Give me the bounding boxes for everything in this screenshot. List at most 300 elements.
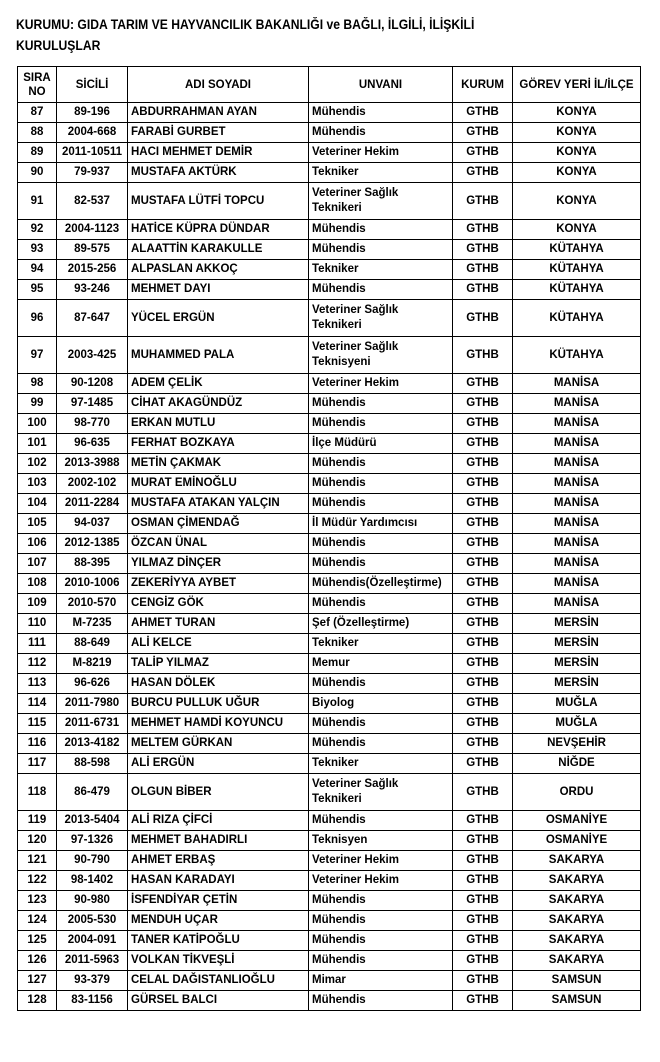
row-name: CİHAT AKAGÜNDÜZ xyxy=(128,394,309,414)
row-no: 111 xyxy=(18,634,57,654)
title-line-1: KURUMU: GIDA TARIM VE HAYVANCILIK BAKANLIĞI ve BAĞLI, İLGİLİ, İLİŞKİLİ xyxy=(16,17,475,32)
header-gorev-yeri: GÖREV YERİ İL/İLÇE xyxy=(513,67,641,103)
row-location: ORDU xyxy=(513,774,641,811)
table-row xyxy=(18,454,641,474)
row-sicil: M-8219 xyxy=(57,654,128,674)
row-name: BURCU PULLUK UĞUR xyxy=(128,694,309,714)
row-no: 116 xyxy=(18,734,57,754)
row-kurum: GTHB xyxy=(453,614,513,634)
row-no: 87 xyxy=(18,103,57,123)
row-location: MUĞLA xyxy=(513,694,641,714)
row-name: MEHMET HAMDİ KOYUNCU xyxy=(128,714,309,734)
row-no: 93 xyxy=(18,240,57,260)
row-no: 88 xyxy=(18,123,57,143)
row-location: KÜTAHYA xyxy=(513,260,641,280)
row-sicil: M-7235 xyxy=(57,614,128,634)
row-kurum: GTHB xyxy=(453,911,513,931)
table-row xyxy=(18,911,641,931)
row-name: MUSTAFA LÜTFİ TOPCU xyxy=(128,183,309,220)
table-row xyxy=(18,951,641,971)
row-sicil: 88-598 xyxy=(57,754,128,774)
row-kurum: GTHB xyxy=(453,514,513,534)
row-location: MANİSA xyxy=(513,434,641,454)
row-name: FARABİ GURBET xyxy=(128,123,309,143)
row-sicil: 96-626 xyxy=(57,674,128,694)
table-row xyxy=(18,260,641,280)
row-kurum: GTHB xyxy=(453,414,513,434)
row-kurum: GTHB xyxy=(453,494,513,514)
row-sicil: 96-635 xyxy=(57,434,128,454)
row-location: KÜTAHYA xyxy=(513,300,641,337)
row-title: Teknisyen xyxy=(309,831,453,851)
row-name: MURAT EMİNOĞLU xyxy=(128,474,309,494)
row-no: 106 xyxy=(18,534,57,554)
row-title: Memur xyxy=(309,654,453,674)
row-title: Tekniker xyxy=(309,260,453,280)
table-row xyxy=(18,374,641,394)
row-no: 107 xyxy=(18,554,57,574)
table-row xyxy=(18,991,641,1011)
row-sicil: 86-479 xyxy=(57,774,128,811)
row-sicil: 82-537 xyxy=(57,183,128,220)
table-row xyxy=(18,514,641,534)
row-location: KONYA xyxy=(513,220,641,240)
row-name: MENDUH UÇAR xyxy=(128,911,309,931)
row-kurum: GTHB xyxy=(453,474,513,494)
row-kurum: GTHB xyxy=(453,394,513,414)
row-no: 94 xyxy=(18,260,57,280)
row-name: ERKAN MUTLU xyxy=(128,414,309,434)
document-title xyxy=(16,14,574,56)
row-name: METİN ÇAKMAK xyxy=(128,454,309,474)
row-name: GÜRSEL BALCI xyxy=(128,991,309,1011)
table-row xyxy=(18,931,641,951)
row-location: MERSİN xyxy=(513,674,641,694)
row-title: Veteriner Hekim xyxy=(309,871,453,891)
row-title: İlçe Müdürü xyxy=(309,434,453,454)
row-sicil: 93-246 xyxy=(57,280,128,300)
row-kurum: GTHB xyxy=(453,434,513,454)
row-sicil: 2004-1123 xyxy=(57,220,128,240)
row-title: Tekniker xyxy=(309,754,453,774)
row-sicil: 2002-102 xyxy=(57,474,128,494)
row-no: 89 xyxy=(18,143,57,163)
row-no: 97 xyxy=(18,337,57,374)
row-kurum: GTHB xyxy=(453,831,513,851)
table-row xyxy=(18,163,641,183)
row-name: CENGİZ GÖK xyxy=(128,594,309,614)
row-title: Veteriner Sağlık Teknikeri xyxy=(309,183,453,220)
row-kurum: GTHB xyxy=(453,240,513,260)
row-sicil: 98-1402 xyxy=(57,871,128,891)
table-row xyxy=(18,394,641,414)
table-row xyxy=(18,614,641,634)
table-row xyxy=(18,103,641,123)
row-name: AHMET ERBAŞ xyxy=(128,851,309,871)
row-location: SAMSUN xyxy=(513,971,641,991)
table-row xyxy=(18,494,641,514)
row-location: MANİSA xyxy=(513,494,641,514)
table-row xyxy=(18,654,641,674)
row-sicil: 2011-6731 xyxy=(57,714,128,734)
table-row xyxy=(18,574,641,594)
row-sicil: 2011-10511 xyxy=(57,143,128,163)
table-row xyxy=(18,754,641,774)
row-kurum: GTHB xyxy=(453,851,513,871)
row-kurum: GTHB xyxy=(453,534,513,554)
row-sicil: 79-937 xyxy=(57,163,128,183)
table-row xyxy=(18,220,641,240)
row-title: Mühendis xyxy=(309,714,453,734)
row-location: SAKARYA xyxy=(513,891,641,911)
table-row xyxy=(18,414,641,434)
row-title: Mühendis xyxy=(309,103,453,123)
row-kurum: GTHB xyxy=(453,654,513,674)
title-line-2: KURULUŞLAR xyxy=(16,38,101,53)
row-location: MANİSA xyxy=(513,514,641,534)
row-no: 103 xyxy=(18,474,57,494)
row-no: 126 xyxy=(18,951,57,971)
row-location: OSMANİYE xyxy=(513,831,641,851)
row-title: Mühendis(Özelleştirme) xyxy=(309,574,453,594)
row-sicil: 93-379 xyxy=(57,971,128,991)
row-sicil: 2012-1385 xyxy=(57,534,128,554)
row-no: 114 xyxy=(18,694,57,714)
row-title: Mühendis xyxy=(309,734,453,754)
row-no: 122 xyxy=(18,871,57,891)
header-sicili: SİCİLİ xyxy=(57,67,128,103)
row-sicil: 97-1485 xyxy=(57,394,128,414)
row-name: MEHMET BAHADIRLI xyxy=(128,831,309,851)
table-row xyxy=(18,300,641,337)
row-kurum: GTHB xyxy=(453,374,513,394)
table-row xyxy=(18,871,641,891)
row-name: FERHAT BOZKAYA xyxy=(128,434,309,454)
row-title: Tekniker xyxy=(309,634,453,654)
row-kurum: GTHB xyxy=(453,774,513,811)
row-kurum: GTHB xyxy=(453,454,513,474)
row-name: MELTEM GÜRKAN xyxy=(128,734,309,754)
row-location: NİĞDE xyxy=(513,754,641,774)
table-row xyxy=(18,337,641,374)
row-location: MERSİN xyxy=(513,634,641,654)
row-name: OLGUN BİBER xyxy=(128,774,309,811)
table-row xyxy=(18,811,641,831)
row-name: İSFENDİYAR ÇETİN xyxy=(128,891,309,911)
row-location: MANİSA xyxy=(513,594,641,614)
row-no: 118 xyxy=(18,774,57,811)
row-no: 104 xyxy=(18,494,57,514)
table-row xyxy=(18,674,641,694)
row-no: 109 xyxy=(18,594,57,614)
table-row xyxy=(18,554,641,574)
row-no: 113 xyxy=(18,674,57,694)
row-sicil: 88-649 xyxy=(57,634,128,654)
row-location: KÜTAHYA xyxy=(513,280,641,300)
row-kurum: GTHB xyxy=(453,143,513,163)
row-sicil: 2013-4182 xyxy=(57,734,128,754)
row-title: Mühendis xyxy=(309,951,453,971)
row-location: KONYA xyxy=(513,103,641,123)
row-location: SAMSUN xyxy=(513,991,641,1011)
table-row xyxy=(18,474,641,494)
table-row xyxy=(18,734,641,754)
row-no: 119 xyxy=(18,811,57,831)
table-row xyxy=(18,123,641,143)
row-location: KÜTAHYA xyxy=(513,240,641,260)
row-title: Biyolog xyxy=(309,694,453,714)
row-no: 98 xyxy=(18,374,57,394)
row-location: MANİSA xyxy=(513,474,641,494)
row-name: ALİ ERGÜN xyxy=(128,754,309,774)
row-no: 112 xyxy=(18,654,57,674)
table-row xyxy=(18,891,641,911)
row-name: ALİ KELCE xyxy=(128,634,309,654)
row-name: HASAN KARADAYI xyxy=(128,871,309,891)
row-title: Mühendis xyxy=(309,474,453,494)
row-sicil: 97-1326 xyxy=(57,831,128,851)
row-location: MANİSA xyxy=(513,534,641,554)
row-sicil: 2010-570 xyxy=(57,594,128,614)
table-row xyxy=(18,634,641,654)
table-header-row xyxy=(18,67,641,103)
row-sicil: 2013-5404 xyxy=(57,811,128,831)
row-name: MEHMET DAYI xyxy=(128,280,309,300)
header-kurum: KURUM xyxy=(453,67,513,103)
row-name: OSMAN ÇİMENDAĞ xyxy=(128,514,309,534)
row-sicil: 2005-530 xyxy=(57,911,128,931)
row-kurum: GTHB xyxy=(453,300,513,337)
row-no: 100 xyxy=(18,414,57,434)
row-title: Mimar xyxy=(309,971,453,991)
row-sicil: 90-980 xyxy=(57,891,128,911)
row-name: HACI MEHMET DEMİR xyxy=(128,143,309,163)
row-sicil: 87-647 xyxy=(57,300,128,337)
row-location: KÜTAHYA xyxy=(513,337,641,374)
row-name: CELAL DAĞISTANLIOĞLU xyxy=(128,971,309,991)
table-row xyxy=(18,851,641,871)
row-title: Veteriner Hekim xyxy=(309,143,453,163)
row-title: Veteriner Sağlık Teknikeri xyxy=(309,300,453,337)
row-no: 121 xyxy=(18,851,57,871)
row-kurum: GTHB xyxy=(453,931,513,951)
row-name: YÜCEL ERGÜN xyxy=(128,300,309,337)
table-row xyxy=(18,434,641,454)
header-unvani: UNVANI xyxy=(309,67,453,103)
row-kurum: GTHB xyxy=(453,594,513,614)
row-no: 124 xyxy=(18,911,57,931)
row-name: TALİP YILMAZ xyxy=(128,654,309,674)
row-kurum: GTHB xyxy=(453,280,513,300)
row-location: MANİSA xyxy=(513,454,641,474)
row-title: Mühendis xyxy=(309,594,453,614)
row-no: 127 xyxy=(18,971,57,991)
row-no: 92 xyxy=(18,220,57,240)
row-location: KONYA xyxy=(513,143,641,163)
row-title: Mühendis xyxy=(309,891,453,911)
row-sicil: 94-037 xyxy=(57,514,128,534)
row-sicil: 2004-668 xyxy=(57,123,128,143)
row-location: SAKARYA xyxy=(513,911,641,931)
row-sicil: 2011-2284 xyxy=(57,494,128,514)
row-name: TANER KATİPOĞLU xyxy=(128,931,309,951)
row-title: Mühendis xyxy=(309,911,453,931)
row-title: Mühendis xyxy=(309,931,453,951)
table-row xyxy=(18,594,641,614)
row-title: Veteriner Hekim xyxy=(309,374,453,394)
row-name: VOLKAN TİKVEŞLİ xyxy=(128,951,309,971)
row-name: MUSTAFA AKTÜRK xyxy=(128,163,309,183)
row-no: 115 xyxy=(18,714,57,734)
row-sicil: 2011-5963 xyxy=(57,951,128,971)
row-sicil: 88-395 xyxy=(57,554,128,574)
row-sicil: 2003-425 xyxy=(57,337,128,374)
row-kurum: GTHB xyxy=(453,951,513,971)
row-location: MERSİN xyxy=(513,654,641,674)
table-row xyxy=(18,971,641,991)
row-no: 120 xyxy=(18,831,57,851)
table-row xyxy=(18,774,641,811)
row-name: HATİCE KÜPRA DÜNDAR xyxy=(128,220,309,240)
header-adi-soyadi: ADI SOYADI xyxy=(128,67,309,103)
row-title: Mühendis xyxy=(309,534,453,554)
row-name: ADEM ÇELİK xyxy=(128,374,309,394)
row-title: Mühendis xyxy=(309,280,453,300)
row-location: KONYA xyxy=(513,183,641,220)
row-name: AHMET TURAN xyxy=(128,614,309,634)
row-no: 96 xyxy=(18,300,57,337)
row-kurum: GTHB xyxy=(453,574,513,594)
table-body xyxy=(18,103,641,1011)
row-kurum: GTHB xyxy=(453,337,513,374)
row-name: HASAN DÖLEK xyxy=(128,674,309,694)
row-kurum: GTHB xyxy=(453,971,513,991)
table-row xyxy=(18,831,641,851)
row-title: Şef (Özelleştirme) xyxy=(309,614,453,634)
row-name: ZEKERİYYA AYBET xyxy=(128,574,309,594)
row-kurum: GTHB xyxy=(453,734,513,754)
row-title: Mühendis xyxy=(309,220,453,240)
row-title: Mühendis xyxy=(309,414,453,434)
row-sicil: 2015-256 xyxy=(57,260,128,280)
row-location: KONYA xyxy=(513,123,641,143)
row-sicil: 2011-7980 xyxy=(57,694,128,714)
row-kurum: GTHB xyxy=(453,123,513,143)
row-no: 125 xyxy=(18,931,57,951)
row-sicil: 90-1208 xyxy=(57,374,128,394)
row-kurum: GTHB xyxy=(453,554,513,574)
row-kurum: GTHB xyxy=(453,991,513,1011)
row-title: Mühendis xyxy=(309,811,453,831)
row-location: MERSİN xyxy=(513,614,641,634)
table-row xyxy=(18,240,641,260)
row-location: MANİSA xyxy=(513,574,641,594)
row-sicil: 83-1156 xyxy=(57,991,128,1011)
row-name: ALAATTİN KARAKULLE xyxy=(128,240,309,260)
row-name: MUHAMMED PALA xyxy=(128,337,309,374)
row-name: ALPASLAN AKKOÇ xyxy=(128,260,309,280)
row-kurum: GTHB xyxy=(453,871,513,891)
row-no: 95 xyxy=(18,280,57,300)
table-row xyxy=(18,534,641,554)
row-location: KONYA xyxy=(513,163,641,183)
row-no: 128 xyxy=(18,991,57,1011)
row-title: Mühendis xyxy=(309,454,453,474)
row-sicil: 90-790 xyxy=(57,851,128,871)
row-kurum: GTHB xyxy=(453,674,513,694)
personnel-table xyxy=(17,66,641,1011)
row-location: MANİSA xyxy=(513,554,641,574)
row-title: Mühendis xyxy=(309,991,453,1011)
row-location: MANİSA xyxy=(513,374,641,394)
row-kurum: GTHB xyxy=(453,163,513,183)
row-location: SAKARYA xyxy=(513,871,641,891)
row-location: MANİSA xyxy=(513,394,641,414)
row-kurum: GTHB xyxy=(453,694,513,714)
row-title: Mühendis xyxy=(309,240,453,260)
row-no: 91 xyxy=(18,183,57,220)
row-title: Mühendis xyxy=(309,494,453,514)
row-location: MANİSA xyxy=(513,414,641,434)
row-no: 110 xyxy=(18,614,57,634)
row-sicil: 89-575 xyxy=(57,240,128,260)
row-no: 90 xyxy=(18,163,57,183)
row-sicil: 89-196 xyxy=(57,103,128,123)
row-kurum: GTHB xyxy=(453,891,513,911)
row-location: NEVŞEHİR xyxy=(513,734,641,754)
table-row xyxy=(18,143,641,163)
table-row xyxy=(18,714,641,734)
row-no: 101 xyxy=(18,434,57,454)
row-location: SAKARYA xyxy=(513,851,641,871)
row-title: Veteriner Sağlık Teknisyeni xyxy=(309,337,453,374)
table-row xyxy=(18,694,641,714)
row-kurum: GTHB xyxy=(453,634,513,654)
row-kurum: GTHB xyxy=(453,183,513,220)
row-title: Tekniker xyxy=(309,163,453,183)
row-location: MUĞLA xyxy=(513,714,641,734)
row-kurum: GTHB xyxy=(453,220,513,240)
row-title: İl Müdür Yardımcısı xyxy=(309,514,453,534)
row-no: 105 xyxy=(18,514,57,534)
row-kurum: GTHB xyxy=(453,260,513,280)
row-location: OSMANİYE xyxy=(513,811,641,831)
row-kurum: GTHB xyxy=(453,103,513,123)
row-no: 102 xyxy=(18,454,57,474)
row-title: Veteriner Sağlık Teknikeri xyxy=(309,774,453,811)
table-row xyxy=(18,280,641,300)
row-sicil: 2013-3988 xyxy=(57,454,128,474)
row-no: 123 xyxy=(18,891,57,911)
row-name: MUSTAFA ATAKAN YALÇIN xyxy=(128,494,309,514)
row-no: 108 xyxy=(18,574,57,594)
row-kurum: GTHB xyxy=(453,754,513,774)
row-sicil: 2010-1006 xyxy=(57,574,128,594)
row-title: Mühendis xyxy=(309,674,453,694)
row-no: 117 xyxy=(18,754,57,774)
row-location: SAKARYA xyxy=(513,951,641,971)
row-title: Mühendis xyxy=(309,554,453,574)
row-name: YILMAZ DİNÇER xyxy=(128,554,309,574)
row-title: Mühendis xyxy=(309,123,453,143)
table-row xyxy=(18,183,641,220)
row-kurum: GTHB xyxy=(453,811,513,831)
row-kurum: GTHB xyxy=(453,714,513,734)
row-title: Veteriner Hekim xyxy=(309,851,453,871)
row-no: 99 xyxy=(18,394,57,414)
header-sira-no: SIRA NO xyxy=(18,67,57,103)
row-title: Mühendis xyxy=(309,394,453,414)
